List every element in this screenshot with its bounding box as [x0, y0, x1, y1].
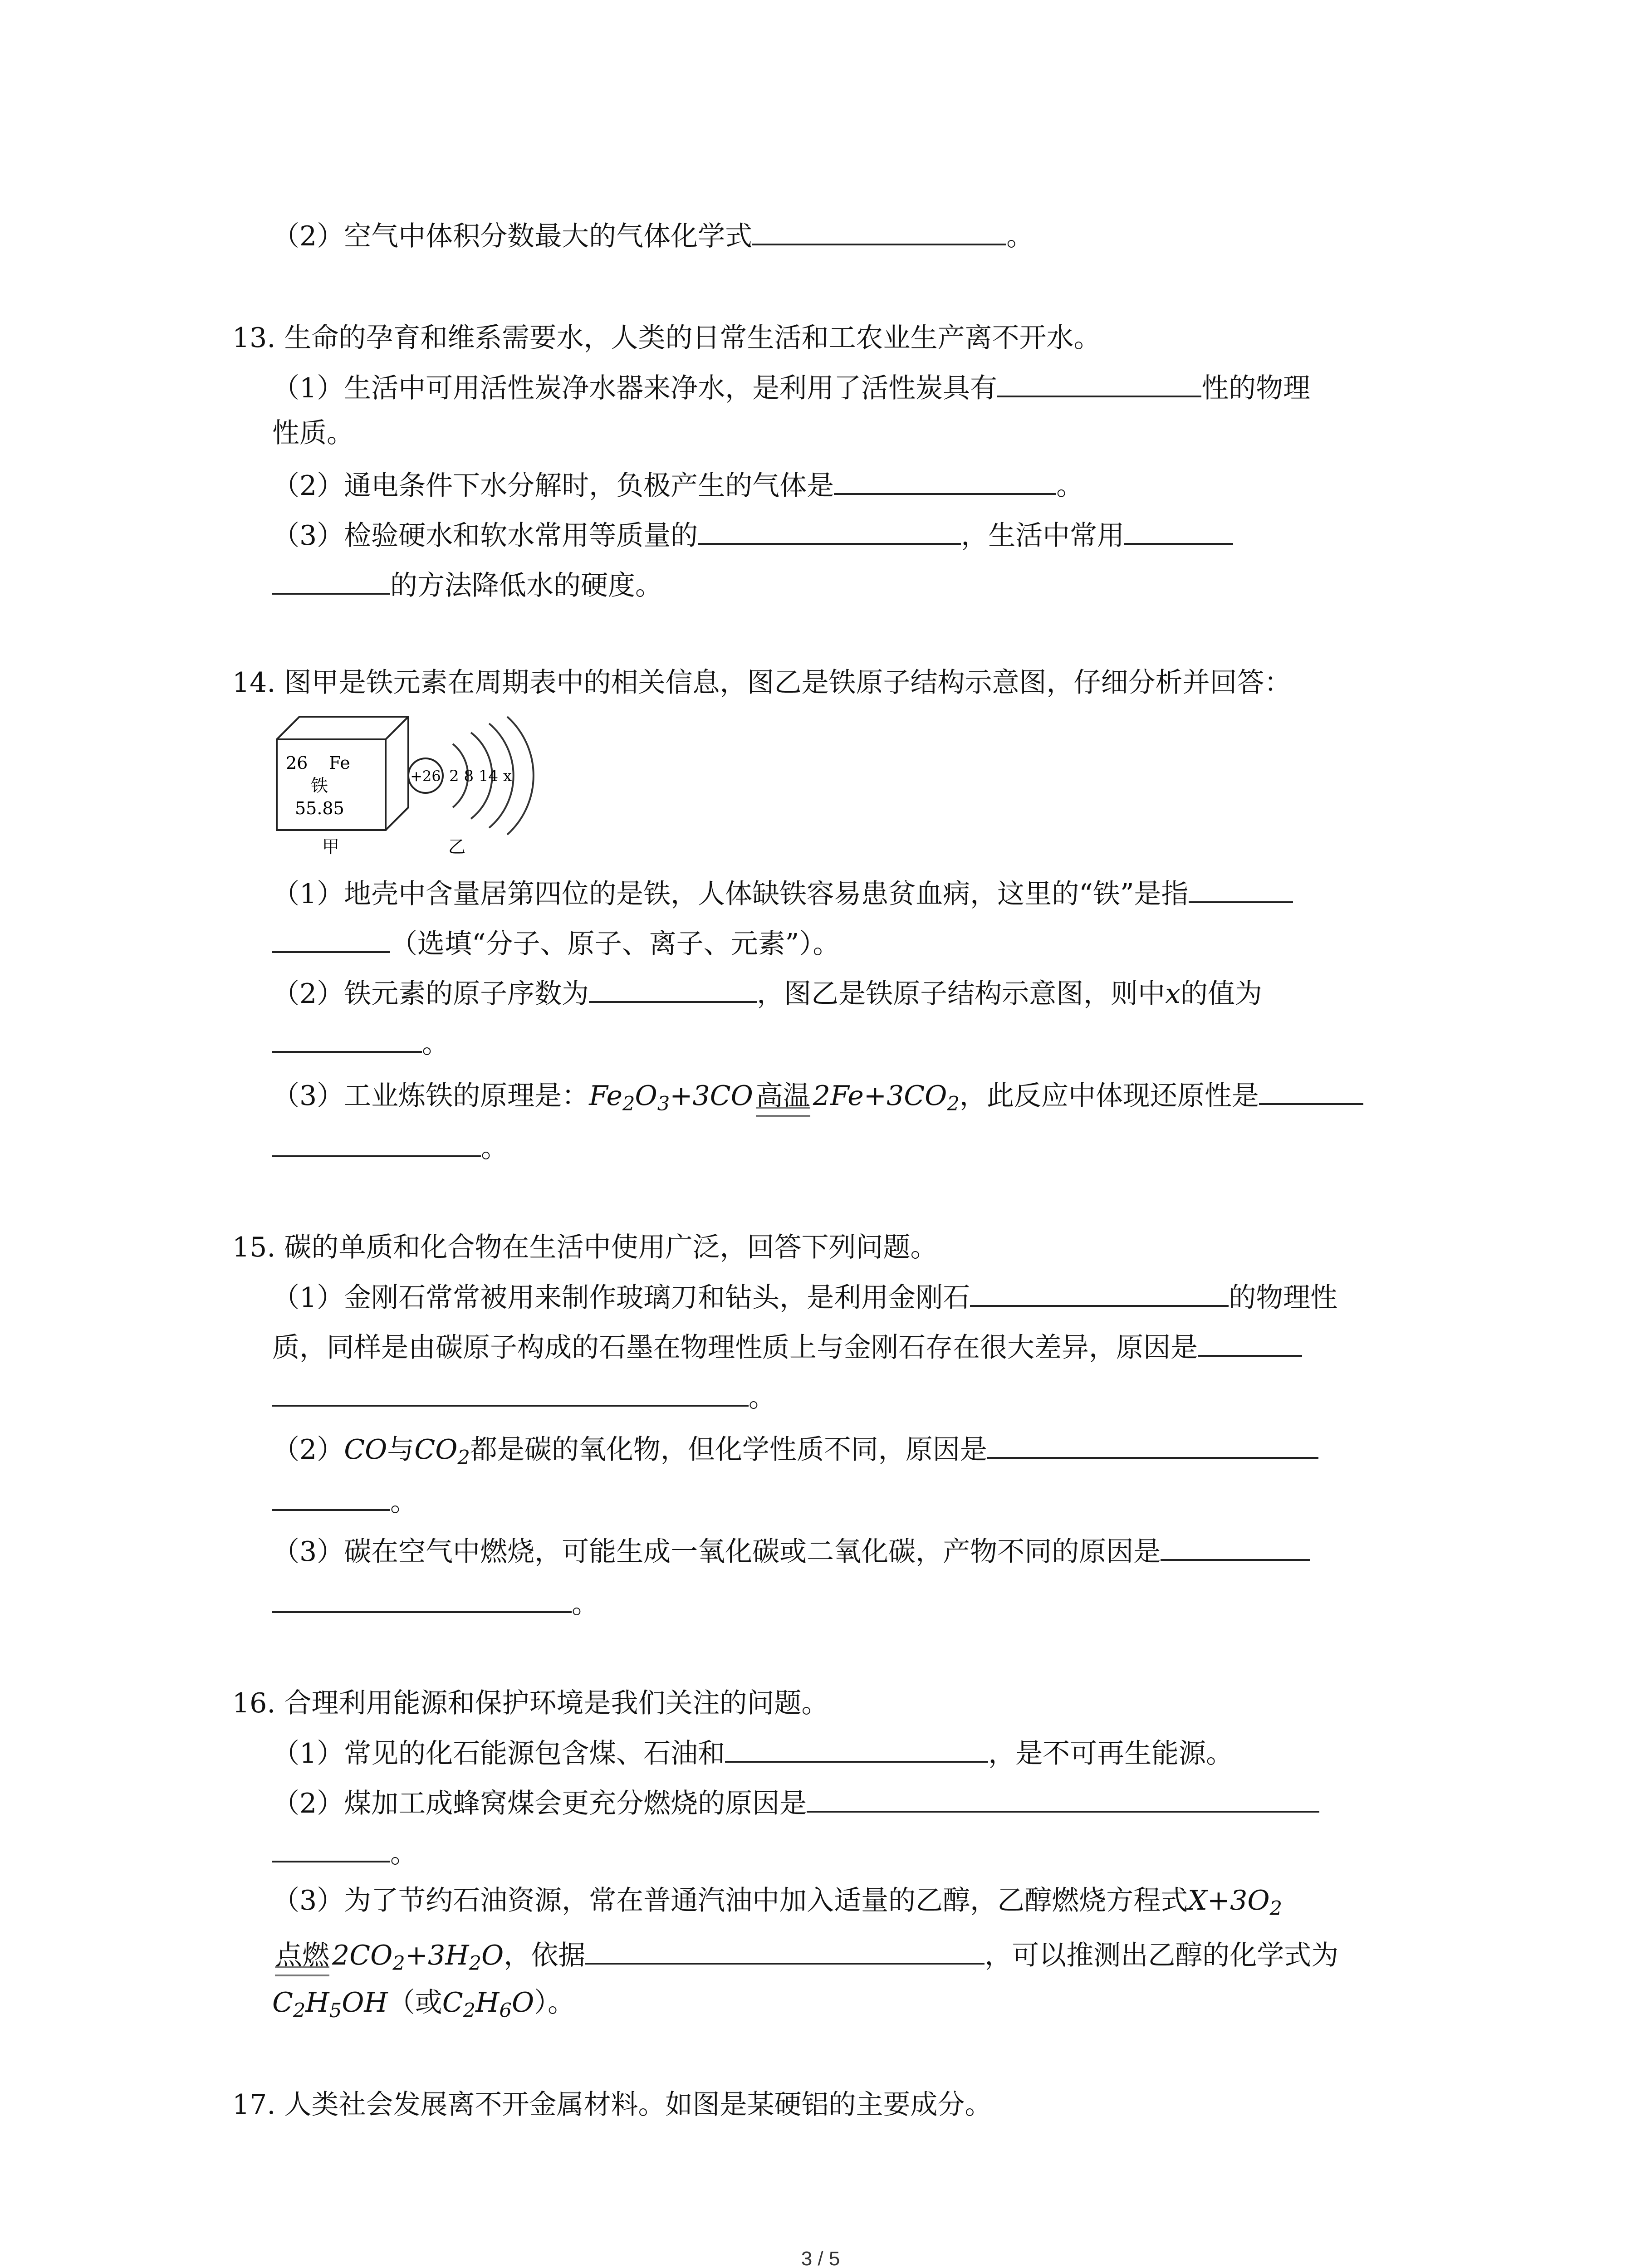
q16-stem: 16. 合理利用能源和保护环境是我们关注的问题。 — [232, 1687, 829, 1719]
q13-part1-cont: 性质。 — [272, 417, 354, 449]
label-yi: 乙 — [448, 837, 466, 857]
q16-part3: （3）为了节约石油资源，常在普通汽油中加入适量的乙醇，乙醇燃烧方程式$X+3O_2$ — [272, 1885, 1283, 1921]
q13-stem: 13. 生命的孕育和维系需要水，人类的日常生活和工农业生产离不开水。 — [232, 322, 1101, 354]
nucleus-charge: +26 — [410, 767, 441, 785]
equation-products: $2Fe+3CO_2$ — [813, 1080, 960, 1116]
answer-blank[interactable] — [987, 1429, 1318, 1459]
co2-formula: $CO_2$ — [414, 1434, 470, 1470]
q14-part2: （2）铁元素的原子序数为 ，图乙是铁原子结构示意图，则中x的值为 — [272, 973, 1262, 1012]
answer-blank[interactable] — [272, 1377, 749, 1407]
answer-blank[interactable] — [1124, 515, 1233, 545]
q15-part1-cont: 质，同样是由碳原子构成的石墨在物理性质上与金刚石存在很大差异，原因是 — [272, 1327, 1302, 1366]
equation-reactants: $X+3O_2$ — [1188, 1885, 1283, 1921]
q14-part3: （3）工业炼铁的原理是：$Fe_2O_3+3CO$ 高温 $2Fe+3CO_2$，此反应中体现还原性是 — [272, 1075, 1363, 1122]
iron-diagram — [272, 712, 554, 857]
q12-p2-text: （2）空气中体积分数最大的气体化学式 — [272, 220, 753, 252]
answer-blank[interactable] — [725, 1733, 988, 1763]
atomic-number: 26 — [286, 753, 308, 773]
q16-part3-end: $C_2H_5OH$（或$C_2H_6O$）。 — [272, 1987, 575, 2023]
q14-part1-cont: （选填“分子、原子、离子、元素”）。 — [272, 923, 840, 962]
q15-part1: （1）金刚石常常被用来制作玻璃刀和钻头，是利用金刚石 的物理性 — [272, 1277, 1337, 1316]
q17-stem: 17. 人类社会发展离不开金属材料。如图是某硬铝的主要成分。 — [232, 2089, 992, 2121]
q16-part2: （2）煤加工成蜂窝煤会更充分燃烧的原因是 — [272, 1783, 1319, 1822]
answer-blank[interactable] — [272, 1481, 390, 1511]
answer-blank[interactable] — [272, 1583, 572, 1613]
answer-blank[interactable] — [834, 465, 1056, 495]
q15-part3-cont: 。 — [272, 1583, 599, 1622]
q15-part3: （3）碳在空气中燃烧，可能生成一氧化碳或二氧化碳，产物不同的原因是 — [272, 1531, 1310, 1570]
q12-part2: （2）空气中体积分数最大的气体化学式 。 — [272, 215, 1034, 254]
q14-part2-cont: 。 — [272, 1023, 449, 1062]
answer-blank[interactable] — [970, 1277, 1229, 1307]
equation-products: $2CO_2+3H_2O$ — [332, 1940, 504, 1975]
label-jia: 甲 — [322, 837, 340, 857]
answer-blank[interactable] — [997, 367, 1201, 397]
answer-blank[interactable] — [1189, 873, 1293, 903]
answer-blank[interactable] — [272, 1833, 390, 1862]
q14-stem: 14. 图甲是铁元素在周期表中的相关信息，图乙是铁原子结构示意图，仔细分析并回答： — [232, 667, 1292, 699]
ethanol-formula: $C_2H_5OH$ — [272, 1987, 388, 2023]
page-number: 3 / 5 — [801, 2248, 840, 2268]
q14-part1: （1）地壳中含量居第四位的是铁，人体缺铁容易患贫血病，这里的“铁”是指 — [272, 873, 1293, 912]
answer-blank[interactable] — [585, 1935, 985, 1965]
shell-electrons: 2 8 14 x — [449, 767, 512, 785]
element-name: 铁 — [311, 776, 328, 796]
answer-blank[interactable] — [807, 1783, 1319, 1813]
answer-blank[interactable] — [1198, 1327, 1302, 1357]
answer-blank[interactable] — [1259, 1075, 1363, 1105]
q16-part3-cont: 点燃 $2CO_2+3H_2O$，依据 ，可以推测出乙醇的化学式为 — [272, 1935, 1338, 1982]
q13-part2: （2）通电条件下水分解时，负极产生的气体是 。 — [272, 465, 1083, 504]
q15-part2-cont: 。 — [272, 1481, 417, 1520]
answer-blank[interactable] — [272, 565, 390, 595]
q16-part2-cont: 。 — [272, 1833, 417, 1872]
answer-blank[interactable] — [698, 515, 961, 545]
answer-blank[interactable] — [272, 1127, 481, 1157]
q13-part3-cont: 的方法降低水的硬度。 — [272, 565, 662, 604]
equation-reactants: $Fe_2O_3+3CO$ — [589, 1080, 753, 1116]
element-symbol: Fe — [329, 753, 350, 773]
q13-part3: （3）检验硬水和软水常用等质量的 ，生活中常用 — [272, 515, 1233, 554]
ethanol-formula-alt: $C_2H_6O$ — [442, 1987, 534, 2023]
iron-figure — [272, 712, 554, 859]
reaction-condition: 高温 — [756, 1078, 810, 1114]
q13-part1: （1）生活中可用活性炭净水器来净水，是利用了活性炭具有 性的物理 — [272, 367, 1310, 406]
q16-part1: （1）常见的化石能源包含煤、石油和 ，是不可再生能源。 — [272, 1733, 1233, 1772]
answer-blank[interactable] — [1161, 1531, 1310, 1561]
answer-blank[interactable] — [589, 973, 757, 1003]
answer-blank[interactable] — [752, 215, 1006, 245]
answer-blank[interactable] — [272, 923, 390, 953]
q15-stem: 15. 碳的单质和化合物在生活中使用广泛，回答下列问题。 — [232, 1232, 938, 1263]
answer-blank[interactable] — [272, 1023, 422, 1053]
q15-part2: （2）CO与$CO_2$都是碳的氧化物，但化学性质不同，原因是 — [272, 1429, 1318, 1476]
q14-part3-cont: 。 — [272, 1127, 508, 1166]
atomic-mass: 55.85 — [295, 798, 344, 818]
reaction-condition: 点燃 — [275, 1937, 329, 1974]
q15-part1-end: 。 — [272, 1377, 776, 1416]
